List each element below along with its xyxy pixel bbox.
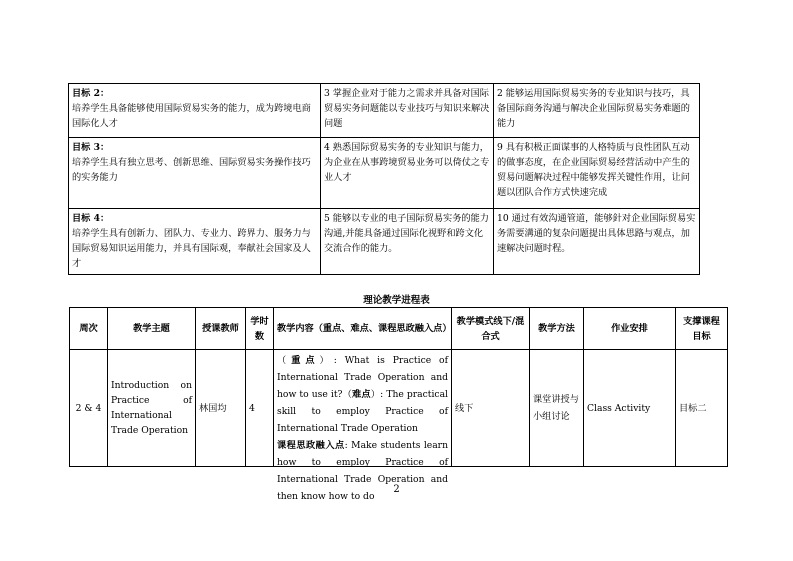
ideology-label: 课程思政融入点 [277,440,345,451]
week-cell: 2 & 4 [70,350,108,467]
header-support: 支撑课程目标 [676,308,728,350]
header-content: 教学内容（重点、难点、课程思政融入点） [274,308,452,350]
header-week: 周次 [70,308,108,350]
ability-cell: 10 通过有效沟通管道，能够針对企业国际贸易实务需要溝通的复杂问题提出具体思路与观点，加速解决问题时程。 [494,209,700,275]
goal-desc: 培养学生具有创新力、团队力、专业力、跨界力、服务力与国际贸易知识运用能力，并具有国际观，奉献社会国家及人才 [72,228,311,269]
page-number: 2 [393,484,400,495]
header-hours: 学时数 [246,308,274,350]
graduation-req-cell: 5 能够以专业的电子国际贸易实务的能力沟通,并能具备通过国际化视野和跨文化交流合作的能力。 [321,209,494,275]
graduation-req-cell: 3 掌握企业对于能力之需求并具备对国际贸易实务问题能以专业技巧与知识来解决问题 [321,84,494,138]
topic-cell: Introduction on Practice of International Trade Operation [108,350,196,467]
goal-desc: 培养学生具备能够使用国际贸易实务的能力，成为跨境电商国际化人才 [72,103,311,129]
content-cell [274,350,452,502]
table-row [69,138,700,209]
header-topic: 教学主题 [108,308,196,350]
goals-table [68,83,700,275]
goal-cell [69,209,321,275]
ability-cell: 2 能够运用国际贸易实务的专业知识与技巧，具备国际商务沟通与解决企业国际贸易实务难题的能力 [494,84,700,138]
goal-title: 目标 2： [72,88,110,99]
header-method: 教学方法 [530,308,584,350]
goal-title: 目标 3： [72,142,110,153]
key-text: What is Practice of International Trade Operation and how to use it? [277,355,448,400]
table-header-row [70,308,728,350]
table-row [70,350,728,467]
teacher-cell: 林国均 [196,350,246,467]
key-label: 重点 [291,355,320,366]
method-cell: 课堂讲授与小组讨论 [530,350,584,467]
difficulty-label: 难点 [352,389,371,400]
support-cell: 目标二 [676,350,728,467]
ability-cell: 9 具有积极正面谋事的人格特质与良性团队互动的做事态度，在企业国际贸易经营活动中产生的贸易问题解决过程中能够发挥关键性作用，让问题以团队合作方式快速完成 [494,138,700,209]
header-assignment: 作业安排 [584,308,676,350]
goal-cell [69,84,321,138]
schedule-table [69,307,728,502]
table-row [69,209,700,275]
goal-cell [69,138,321,209]
header-mode: 教学模式线下/混合式 [452,308,530,350]
difficulty-text: The practical skill to employ Practice of International Trade Operation [277,389,448,434]
goal-title: 目标 4： [72,213,110,224]
ideology-text: Make students learn how to employ Practice of International Trade Operation and then know how to do [277,440,448,502]
mode-cell: 线下 [452,350,530,467]
hours-cell: 4 [246,350,274,467]
schedule-title: 理论教学进程表 [363,295,430,306]
table-row [69,84,700,138]
graduation-req-cell: 4 熟悉国际贸易实务的专业知识与能力，为企业在从事跨境贸易业务可以倚仗之专业人才 [321,138,494,209]
assignment-cell: Class Activity [584,350,676,467]
header-teacher: 授课教师 [196,308,246,350]
content-text: （重点）: What is Practice of International Trade Operation and how to use it?（难点）: The practical skill to employ Practice of International Trade Operation 课程思政融入点: Make students learn how to employ Practice of International Trade Operation and then know how to do [277,355,448,502]
goal-desc: 培养学生具有独立思考、创新思维、国际贸易实务操作技巧的实务能力 [72,157,311,183]
